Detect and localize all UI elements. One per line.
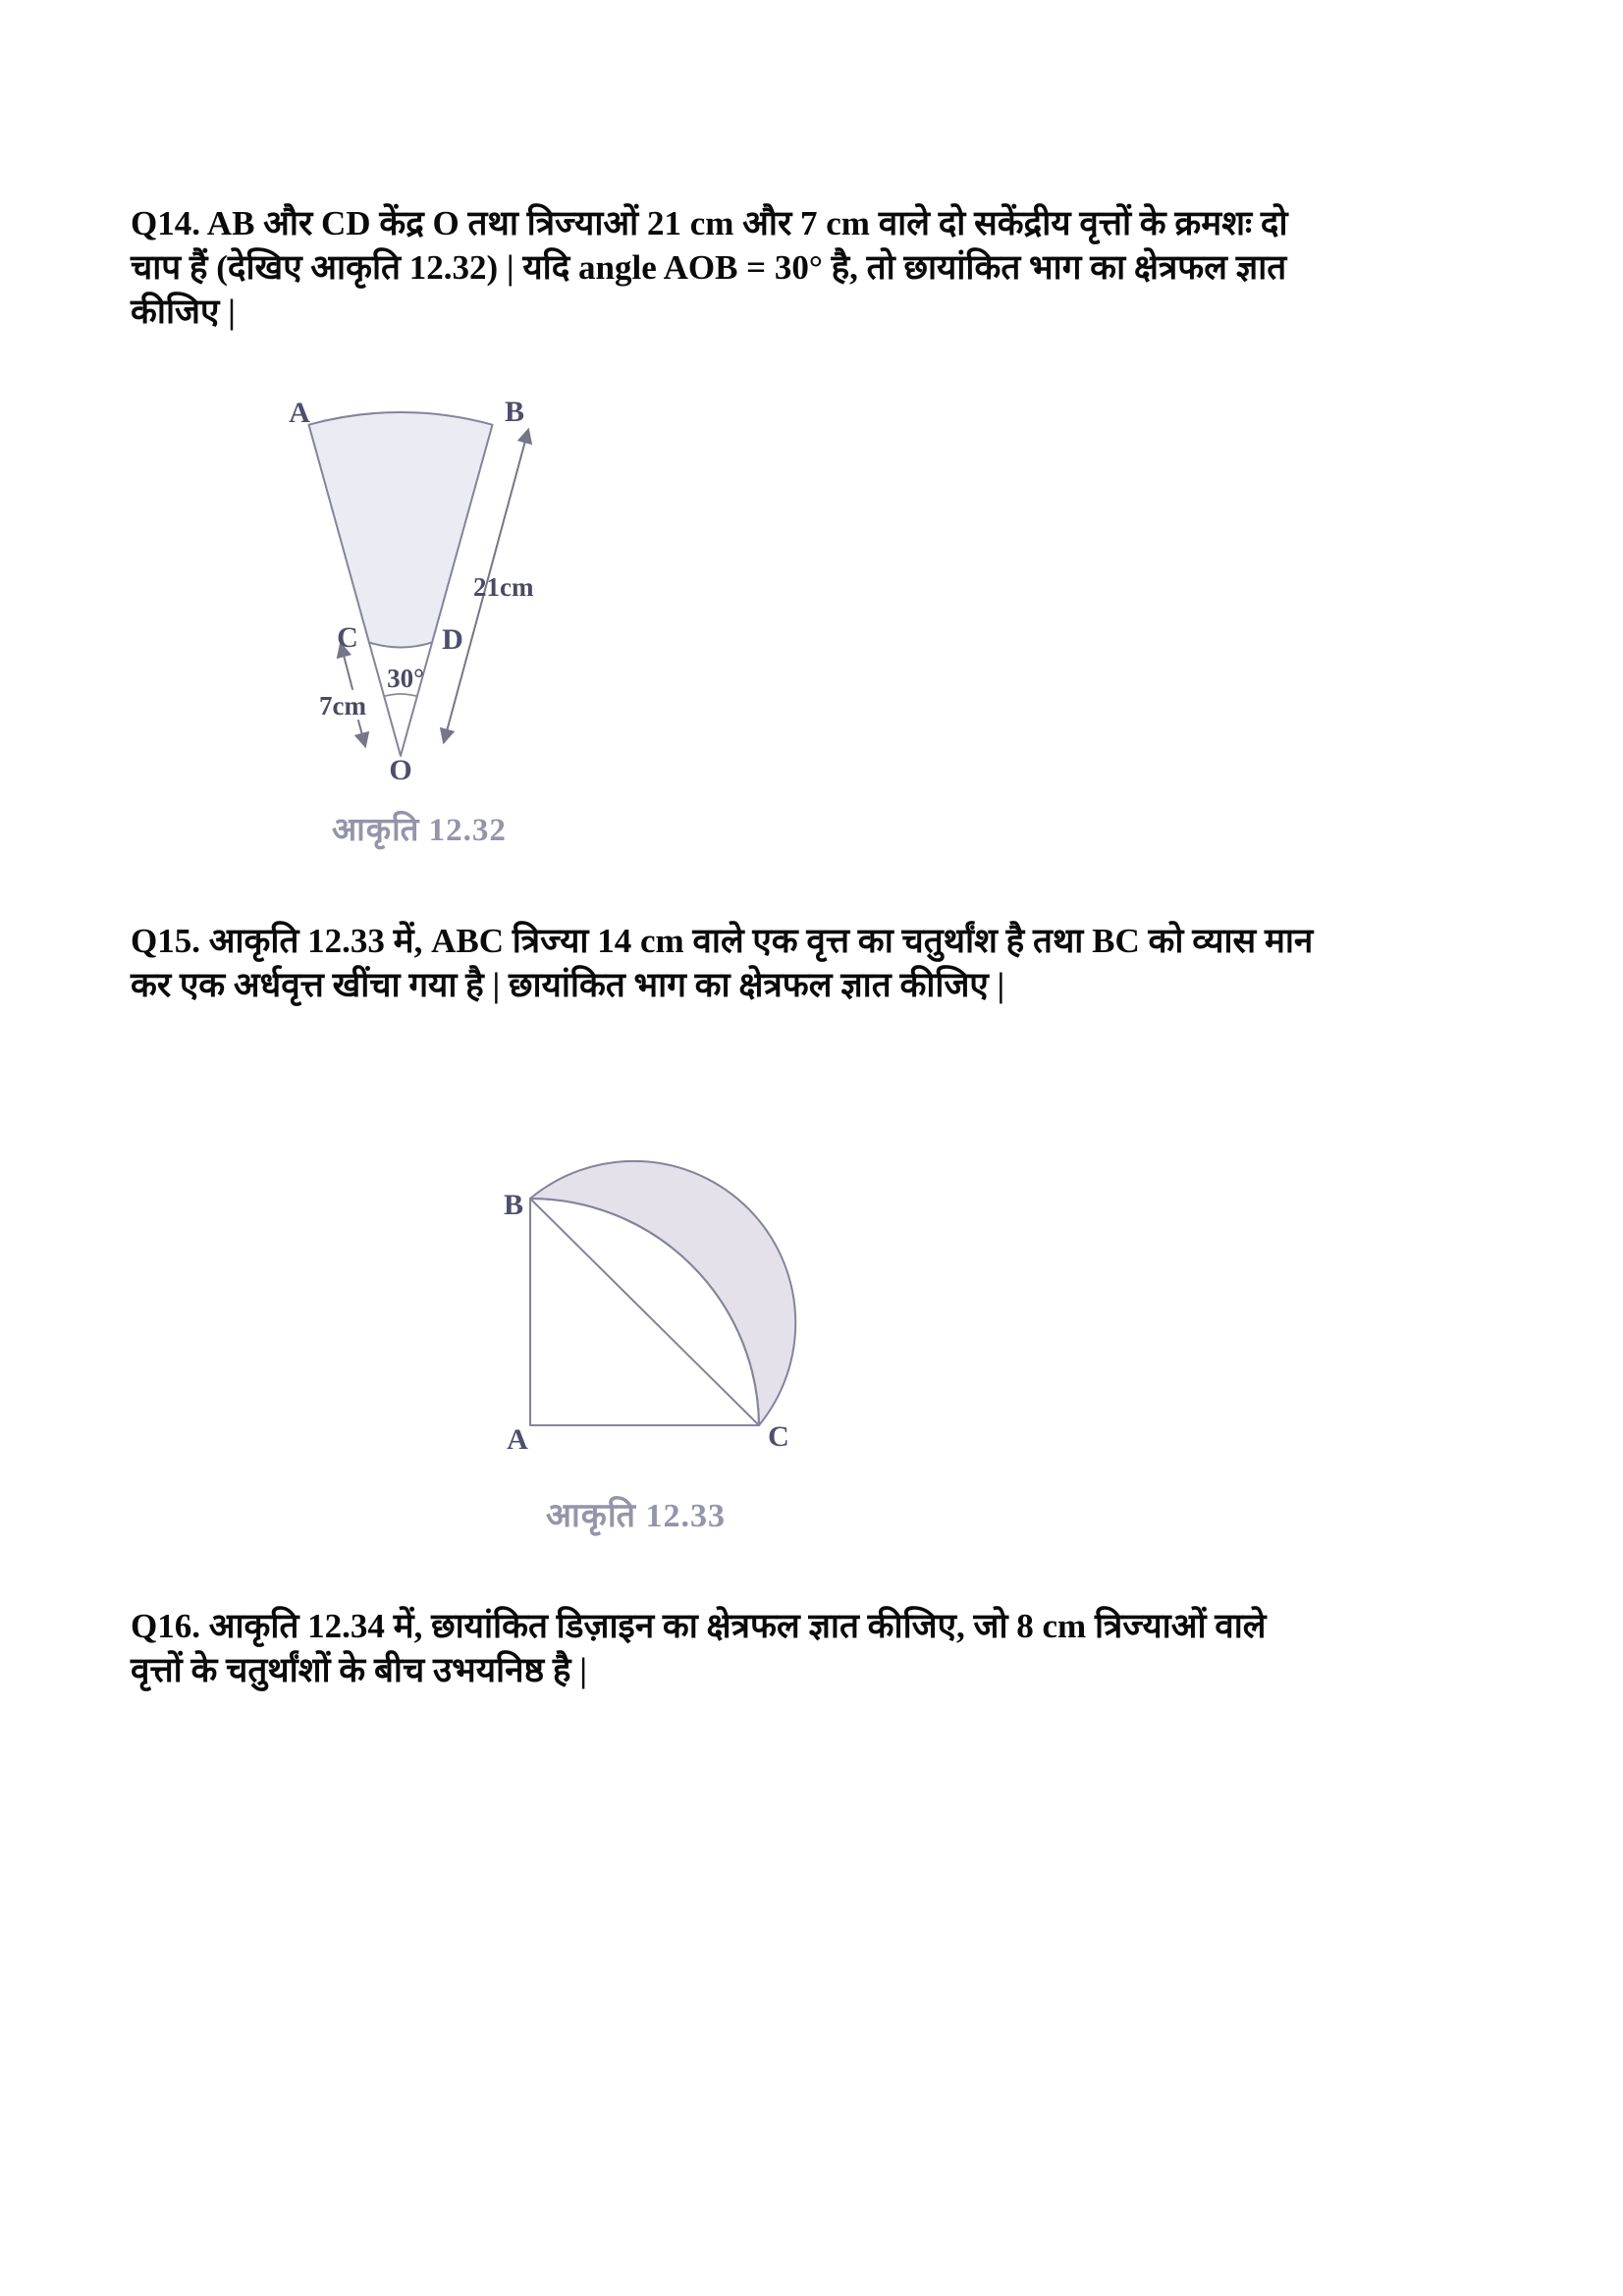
text-line: Q14. AB और CD केंद्र O तथा त्रिज्याओं 21 cm और 7 cm वाले दो सकेंद्रीय वृत्तों के क्रमशः दो — [131, 204, 1288, 242]
figure-12-33-caption: आकृति 12.33 — [546, 1498, 727, 1534]
question-q14 — [131, 201, 1505, 334]
sector-lines-to-O — [369, 642, 432, 756]
label-A: A — [289, 397, 310, 429]
label-21cm: 21cm — [473, 572, 534, 602]
text-line: चाप हैं (देखिए आकृति 12.32) | यदि angle AOB = 30° है, तो छायांकित भाग का क्षेत्रफल ज्ञात — [131, 248, 1287, 287]
label-O: O — [389, 754, 412, 786]
figure-12-33 — [461, 1129, 835, 1468]
label-A: A — [507, 1423, 528, 1456]
label-B: B — [504, 396, 525, 428]
question-q15 — [131, 919, 1505, 1007]
label-C: C — [337, 621, 358, 654]
figure-12-32-caption: आकृति 12.32 — [332, 813, 507, 848]
text-line: कीजिए | — [131, 293, 236, 331]
question-q16 — [131, 1604, 1505, 1692]
text-line: Q15. आकृति 12.33 में, ABC त्रिज्या 14 cm वाले एक वृत्त का चतुर्थांश है तथा BC को व्यास मान — [131, 922, 1314, 960]
measure-arrow-7cm-bottom — [358, 721, 365, 746]
label-C: C — [768, 1420, 789, 1453]
text-line: Q16. आकृति 12.34 में, छायांकित डिज़ाइन का क्षेत्रफल ज्ञात कीजिए, जो 8 cm त्रिज्याओं वाले — [131, 1607, 1267, 1645]
label-7cm: 7cm — [319, 691, 366, 721]
angle-arc — [384, 694, 417, 696]
text-line: वृत्तों के चतुर्थांशों के बीच उभयनिष्ठ है | — [131, 1651, 587, 1689]
shaded-region — [309, 412, 493, 647]
label-B: B — [503, 1189, 524, 1221]
label-D: D — [442, 623, 463, 656]
label-30-degrees: 30° — [387, 664, 424, 693]
text-line: कर एक अर्धवृत्त खींचा गया है | छायांकित भाग का क्षेत्रफल ज्ञात कीजिए | — [131, 966, 1005, 1004]
figure-12-32 — [275, 383, 569, 805]
